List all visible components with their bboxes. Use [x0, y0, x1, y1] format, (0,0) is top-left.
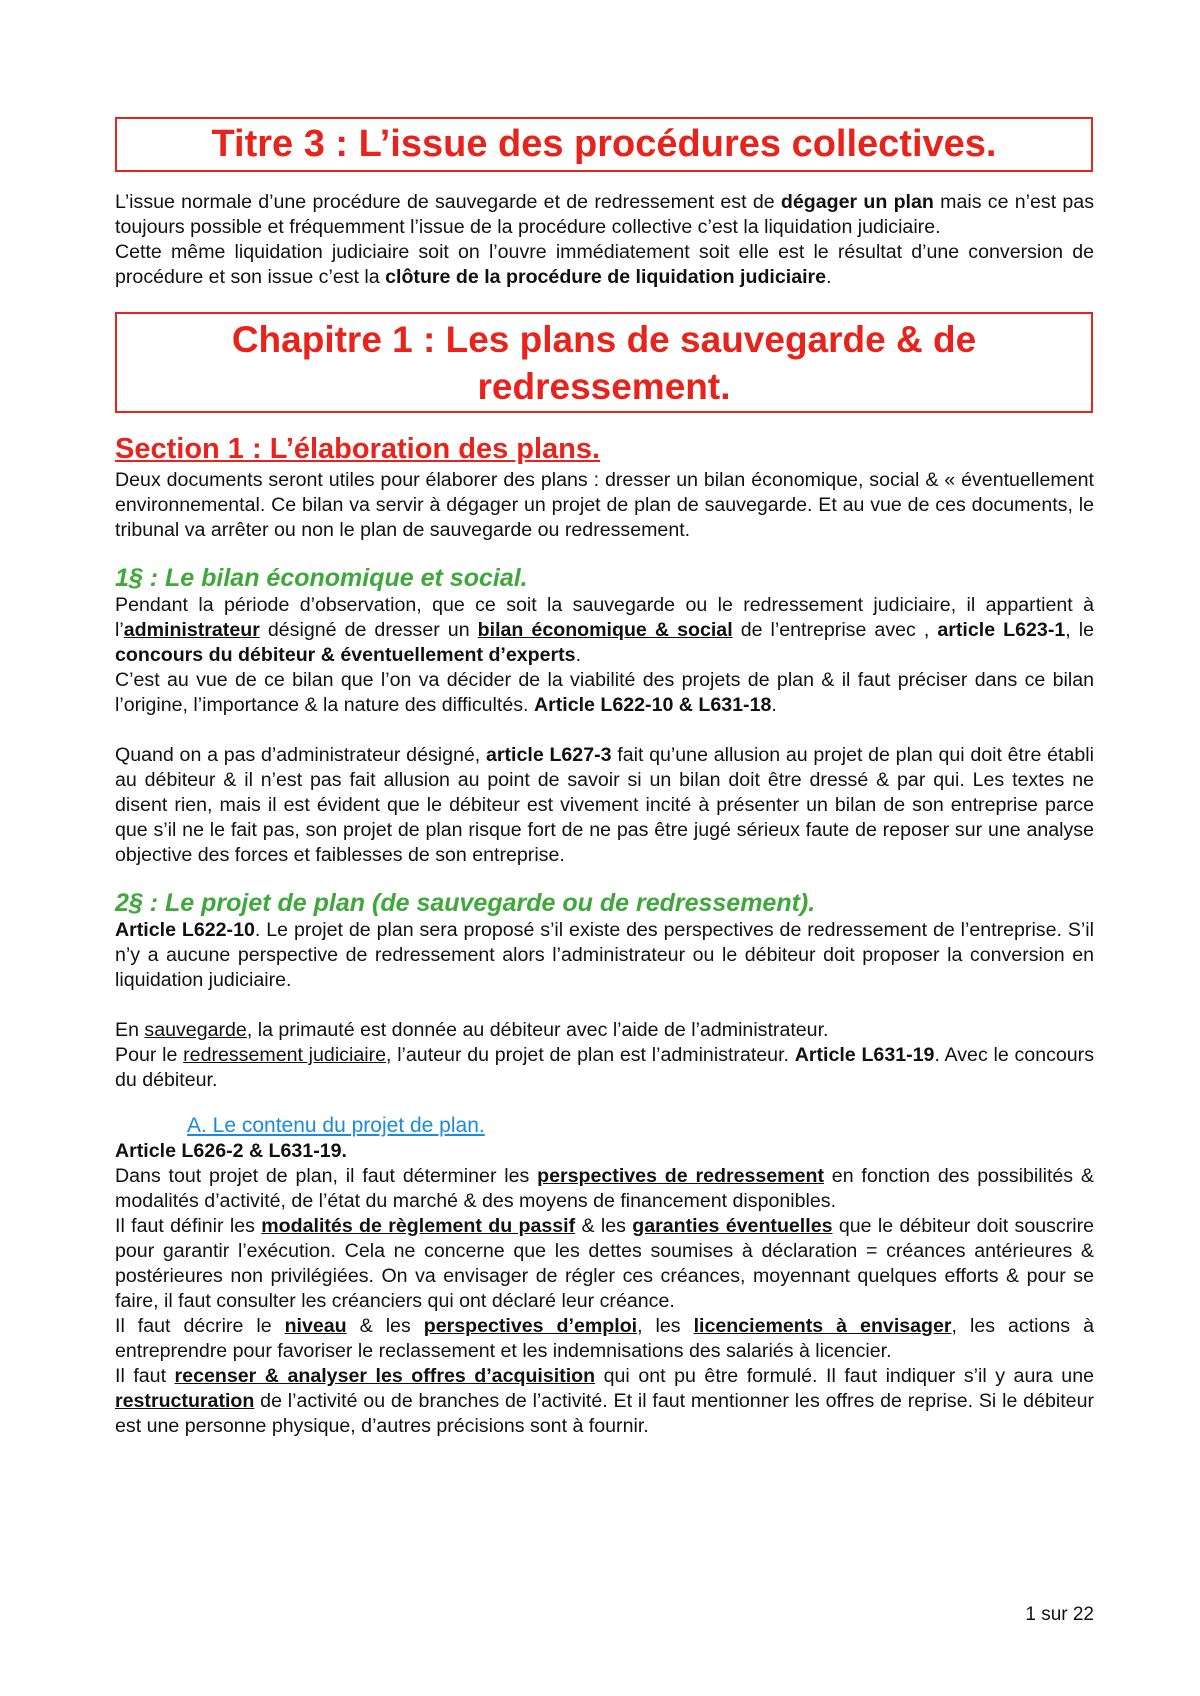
- sub-a-paragraph-4: Il faut recenser & analyser les offres d’acquisition qui ont pu être formulé. Il faut indiquer s’il y aura une restructuration de l’activité ou de branches de l’activité. Et il faut mentionner les offres de reprise. Si le débiteur est une personne physique, d’autres précisions sont à fournir.: [115, 1365, 1094, 1437]
- term-administrateur: administrateur: [123, 619, 260, 641]
- section-1-heading: Section 1 : L’élaboration des plans.: [115, 433, 601, 465]
- ref-l622-10: Article L622-10: [115, 919, 255, 941]
- ref-l623-1: article L623-1: [937, 619, 1066, 641]
- sub-a-heading: A. Le contenu du projet de plan.: [187, 1114, 485, 1137]
- term-licenciements: licenciements à envisager: [693, 1315, 952, 1337]
- term-offres-acquisition: recenser & analyser les offres d’acquisition: [174, 1365, 596, 1387]
- para-2-paragraph-2: En sauvegarde, la primauté est donnée au débiteur avec l’aide de l’administrateur.: [115, 1019, 829, 1041]
- sub-a-paragraph-1: Dans tout projet de plan, il faut déterminer les perspectives de redressement en fonction des possibilités & modalités d’activité, de l’état du marché & des moyens de financement disponibles.: [115, 1165, 1094, 1212]
- sub-a-paragraph-2: Il faut définir les modalités de règlement du passif & les garanties éventuelles que le débiteur doit souscrire pour garantir l’exécution. Cela ne concerne que les dettes soumises à déclaration = créances antérieures & postérieures non privilégiées. On va envisager de régler ces créances, moyennant quelques efforts & pour se faire, il faut consulter les créanciers qui ont déclaré leur créance.: [115, 1215, 1095, 1312]
- term-modalites-reglement: modalités de règlement du passif: [261, 1215, 576, 1237]
- sub-a-paragraph-3: Il faut décrire le niveau & les perspectives d’emploi, les licenciements à envisager, les actions à entreprendre pour favoriser le reclassement et les indemnisations des salariés à licencier.: [115, 1315, 1094, 1362]
- intro-paragraph-2: Cette même liquidation judiciaire soit on l’ouvre immédiatement soit elle est le résultat d’une conversion de procédure et son issue c’est la clôture de la procédure de liquidation judiciaire.: [115, 241, 1094, 288]
- term-concours: concours du débiteur & éventuellement d’experts: [115, 644, 576, 666]
- sub-a-ref: Article L626-2 & L631-19.: [115, 1140, 347, 1162]
- intro-paragraph-1: L’issue normale d’une procédure de sauvegarde et de redressement est de dégager un plan mais ce n’est pas toujours possible et fréquemment l’issue de la procédure collective c’est la liquidation judiciaire.: [115, 191, 1094, 238]
- para-1-paragraph-1: Pendant la période d’observation, que ce soit la sauvegarde ou le redressement judiciaire, il appartient à l’administrateur désigné de dresser un bilan économique & social de l’entreprise avec , article L623-1, le concours du débiteur & éventuellement d’experts.: [115, 594, 1094, 666]
- section-1-text: Deux documents seront utiles pour élaborer des plans : dresser un bilan économique, social & « éventuellement environnemental. Ce bilan va servir à dégager un projet de plan de sauvegarde. Et au vue de ces documents, le tribunal va arrêter ou non le plan de sauvegarde ou redressement.: [115, 469, 1094, 541]
- term-bilan: bilan économique & social: [477, 619, 733, 641]
- para-2-paragraph-3: Pour le redressement judiciaire, l’auteur du projet de plan est l’administrateur. Article L631-19. Avec le concours du débiteur.: [115, 1044, 1095, 1091]
- ref-l627-3: article L627-3: [485, 744, 612, 766]
- ref-l631-19: Article L631-19: [794, 1044, 935, 1066]
- term-garanties: garanties éventuelles: [632, 1215, 833, 1237]
- term-restructuration: restructuration: [115, 1390, 255, 1412]
- para-2-paragraph-1: Article L622-10. Le projet de plan sera proposé s’il existe des perspectives de redressement de l’entreprise. S’il n’y a aucune perspective de redressement alors l’administrateur ou le débiteur doit proposer la conversion en liquidation judiciaire.: [115, 919, 1094, 991]
- intro-bold-cloture: clôture de la procédure de liquidation judiciaire: [385, 266, 827, 288]
- page-number: 1 sur 22: [1025, 1604, 1094, 1625]
- intro-bold-plan: dégager un plan: [780, 191, 934, 213]
- term-perspectives-redressement: perspectives de redressement: [537, 1165, 824, 1187]
- ref-l622-10-l631-18: Article L622-10 & L631-18: [533, 694, 772, 716]
- para-1-heading: 1§ : Le bilan économique et social.: [115, 564, 528, 592]
- term-redressement-judiciaire: redressement judiciaire: [183, 1044, 387, 1066]
- para-1-paragraph-3: Quand on a pas d’administrateur désigné, article L627-3 fait qu’une allusion au projet de plan qui doit être établi au débiteur & il n’est pas fait allusion au point de savoir si un bilan doit être dressé & par qui. Les textes ne disent rien, mais il est évident que le débiteur est vivement incité à présenter un bilan de son entreprise parce que s’il ne le fait pas, son projet de plan risque fort de ne pas être jugé sérieux faute de reposer sur une analyse objective des forces et faiblesses de son entreprise.: [115, 744, 1094, 866]
- para-2-heading: 2§ : Le projet de plan (de sauvegarde ou de redressement).: [115, 889, 816, 917]
- term-niveau: niveau: [284, 1315, 347, 1337]
- chapitre-heading: Chapitre 1 : Les plans de sauvegarde & de redressement.: [115, 312, 1093, 413]
- para-1-paragraph-2: C’est au vue de ce bilan que l’on va décider de la viabilité des projets de plan & il faut préciser dans ce bilan l’origine, l’importance & la nature des difficultés. Article L622-10 & L631-18.: [115, 669, 1094, 716]
- titre-heading: Titre 3 : L’issue des procédures collectives.: [115, 117, 1093, 172]
- term-sauvegarde: sauvegarde: [144, 1019, 247, 1041]
- term-perspectives-emploi: perspectives d’emploi: [423, 1315, 638, 1337]
